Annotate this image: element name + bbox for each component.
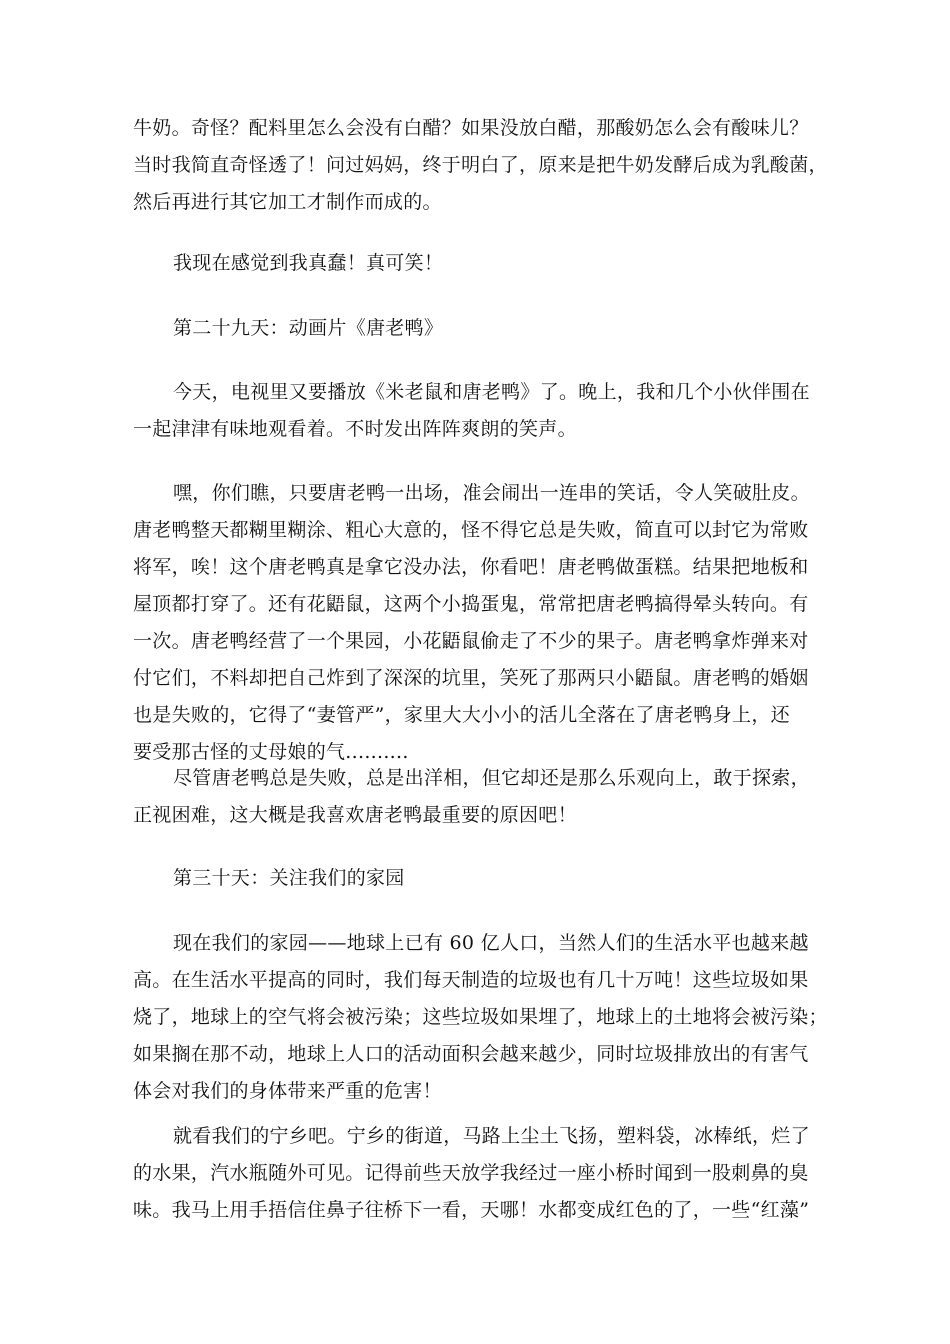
text-line: 体会对我们的身体带来严重的危害！: [133, 1080, 442, 1102]
text-line: 然后再进行其它加工才制作而成的。: [133, 191, 442, 213]
section-heading-day-29: [133, 310, 823, 347]
text-line: 今天，电视里又要播放《米老鼠和唐老鸭》了。晚上，我和几个小伙伴围在: [173, 381, 810, 403]
text-line: 牛奶。奇怪？配料里怎么会没有白醋？如果没放白醋，那酸奶怎么会有酸味儿？: [133, 117, 809, 139]
paragraph-optimism: [133, 760, 823, 834]
text-line: 一起津津有味地观看着。不时发出阵阵爽朗的笑声。: [133, 418, 577, 440]
paragraph-donald-duck: [133, 475, 823, 771]
text-line: 将军，唉！这个唐老鸭真是拿它没办法，你看吧！唐老鸭做蛋糕。结果把地板和: [133, 556, 809, 578]
text-line: 唐老鸭整天都糊里糊涂、粗心大意的，怪不得它总是失败，简直可以封它为常败: [133, 519, 809, 541]
text-line: 付它们，不料却把自己炸到了深深的坑里，笑死了那两只小鼯鼠。唐老鸭的婚姻: [133, 667, 809, 689]
text-line: 高。在生活水平提高的同时，我们每天制造的垃圾也有几十万吨！这些垃圾如果: [133, 969, 809, 991]
text-line: 我现在感觉到我真蠢！真可笑！: [173, 252, 444, 274]
text-line: 正视困难，这大概是我喜欢唐老鸭最重要的原因吧！: [133, 804, 577, 826]
text-line: 现在我们的家园——地球上已有 60 亿人口，当然人们的生活水平也越来越: [173, 932, 809, 954]
text-line: 烧了，地球上的空气将会被污染；这些垃圾如果埋了，地球上的土地将会被污染；: [133, 1006, 828, 1028]
section-heading: 第三十天：关注我们的家园: [173, 867, 405, 889]
paragraph-tv-intro: [133, 374, 823, 448]
text-line: 屋顶都打穿了。还有花鼯鼠，这两个小捣蛋鬼，常常把唐老鸭搞得晕头转向。有: [133, 593, 809, 615]
section-heading-day-30: [133, 860, 823, 897]
text-line: 就看我们的宁乡吧。宁乡的街道，马路上尘土飞扬，塑料袋，冰棒纸，烂了: [173, 1125, 810, 1147]
paragraph-garbage: [133, 925, 828, 1110]
text-line: 如果搁在那不动，地球上人口的活动面积会越来越少，同时垃圾排放出的有害气: [133, 1043, 809, 1065]
text-line: 要受那古怪的丈母娘的气..........: [133, 741, 409, 763]
text-line: 当时我简直奇怪透了！问过妈妈，终于明白了，原来是把牛奶发酵后成为乳酸菌，: [133, 154, 828, 176]
paragraph-reflection: [133, 245, 823, 282]
paragraph-ningxiang: [133, 1118, 823, 1229]
text-line: 味。我马上用手捂信住鼻子往桥下一看，天哪！水都变成红色的了，一些“红藻”: [133, 1199, 810, 1221]
text-line: 一次。唐老鸭经营了一个果园，小花鼯鼠偷走了不少的果子。唐老鸭拿炸弹来对: [133, 630, 809, 652]
text-line: 的水果，汽水瓶随外可见。记得前些天放学我经过一座小桥时闻到一股刺鼻的臭: [133, 1162, 809, 1184]
paragraph-yogurt-ending: [133, 110, 828, 221]
section-heading: 第二十九天：动画片《唐老鸭》: [173, 317, 444, 339]
text-line: 也是失败的，它得了“妻管严”，家里大大小小的活儿全落在了唐老鸭身上，还: [133, 704, 790, 726]
text-line: 尽管唐老鸭总是失败，总是出洋相，但它却还是那么乐观向上，敢于探索，: [173, 767, 810, 789]
text-line: 嘿，你们瞧，只要唐老鸭一出场，准会闹出一连串的笑话，令人笑破肚皮。: [173, 482, 810, 504]
